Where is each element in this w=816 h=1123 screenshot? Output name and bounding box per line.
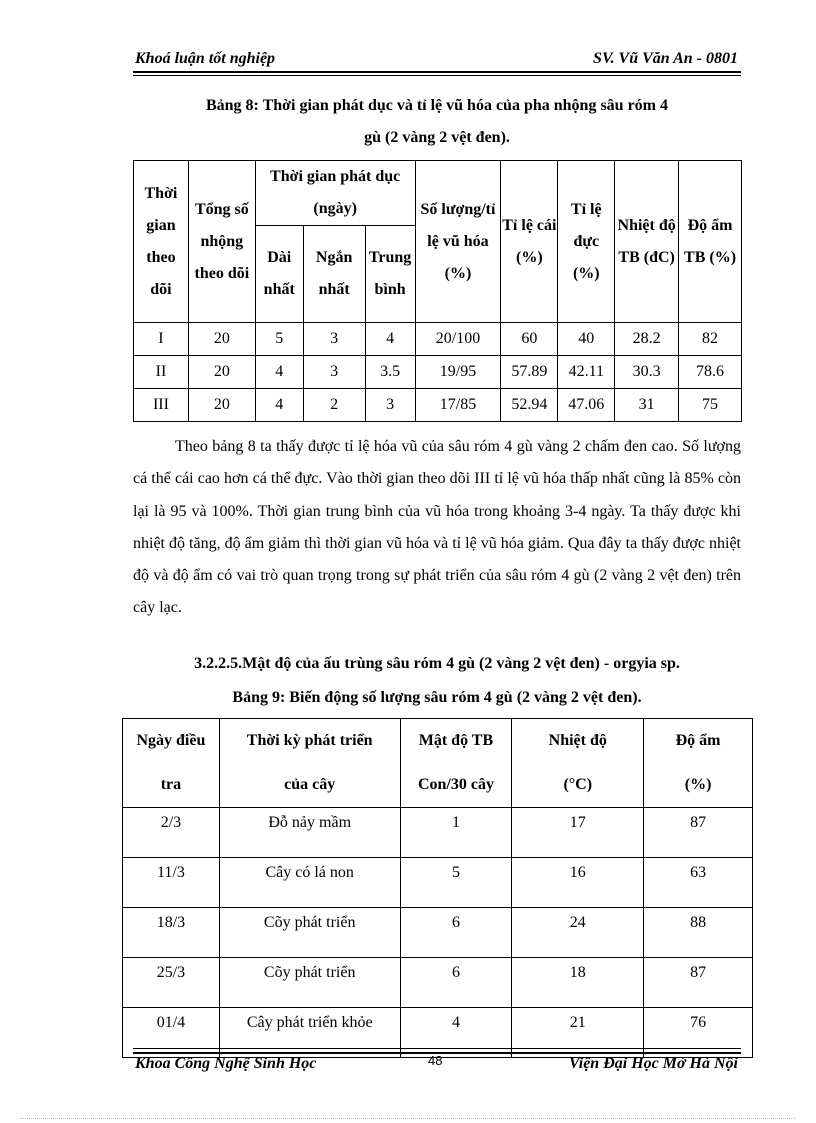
th9-humidity-line2: (%) (684, 776, 712, 793)
page-number: 48 (428, 1053, 443, 1068)
table8-caption-line2: gù (2 vàng 2 vệt đen). (364, 129, 510, 146)
table-cell: 24 (512, 908, 644, 958)
th-total: Tổng số nhộng theo dõi (188, 161, 255, 323)
th9-stage-line2: của cây (284, 776, 336, 793)
table-cell: 20/100 (415, 323, 501, 356)
table-cell: II (134, 356, 189, 389)
th9-date-line2: tra (160, 776, 182, 793)
th-female: Tỉ lệ cái (%) (501, 161, 558, 323)
table8-caption-line1: Bảng 8: Thời gian phát dục và tỉ lệ vũ hóa của pha nhộng sâu róm 4 (205, 97, 668, 114)
table-cell: 20 (188, 323, 255, 356)
table-row (123, 858, 753, 908)
table9 (122, 718, 753, 1058)
th9-temp-line1: Nhiệt độ (548, 732, 607, 749)
table-cell: 30.3 (615, 356, 679, 389)
footer-right: Viện Đại Học Mở Hà Nội (568, 1055, 738, 1072)
table-cell: 78.6 (679, 356, 742, 389)
table-row (123, 908, 753, 958)
table-cell: 5 (400, 858, 512, 908)
table-cell: 18 (512, 958, 644, 1008)
th-time: Thời gian theo dõi (134, 161, 189, 323)
table-cell: 2 (303, 389, 365, 422)
th-humidity: Độ ẩm TB (%) (679, 161, 742, 323)
table-cell: 31 (615, 389, 679, 422)
th9-date-line1: Ngày điều (136, 732, 206, 749)
th9-density (400, 719, 512, 808)
table-cell: 63 (644, 858, 753, 908)
table-cell: III (134, 389, 189, 422)
footer-divider-thin (133, 1048, 741, 1049)
header-right: SV. Vũ Văn An - 0801 (593, 50, 738, 67)
table-cell: 17 (512, 808, 644, 858)
table-row (134, 323, 742, 356)
table-cell: 4 (255, 389, 303, 422)
table-cell: 3 (365, 389, 415, 422)
table-cell: 28.2 (615, 323, 679, 356)
table-cell: 20 (188, 356, 255, 389)
table-cell: I (134, 323, 189, 356)
table-cell: Cõy phát triển (219, 908, 400, 958)
table-cell: 19/95 (415, 356, 501, 389)
table-cell: 17/85 (415, 389, 501, 422)
table-cell: 52.94 (501, 389, 558, 422)
th9-temp-line2: (°C) (563, 776, 593, 793)
table-cell: 2/3 (123, 808, 220, 858)
header-left: Khoá luận tốt nghiệp (135, 50, 276, 67)
table-row (123, 808, 753, 858)
table-cell: Cõy phát triển (219, 958, 400, 1008)
section-heading: 3.2.2.5.Mật độ của ấu trùng sâu róm 4 gù (2 vàng 2 vệt đen) - orgyia sp. (194, 655, 680, 672)
table-cell: 21 (512, 1008, 644, 1058)
th-longest: Dài nhất (255, 226, 303, 323)
table-cell: 4 (400, 1008, 512, 1058)
table-cell: Đỗ nảy mầm (219, 808, 400, 858)
th-count-rate: Số lượng/tỉ lệ vũ hóa (%) (415, 161, 501, 323)
table-cell: 6 (400, 958, 512, 1008)
table-cell: 42.11 (558, 356, 615, 389)
table-cell: 82 (679, 323, 742, 356)
th-average: Trung bình (365, 226, 415, 323)
th9-stage-line1: Thời kỳ phát triển (246, 732, 373, 749)
page-edge-dots (20, 1118, 796, 1119)
table-cell: 4 (365, 323, 415, 356)
th-temp: Nhiệt độ TB (đC) (615, 161, 679, 323)
table-cell: Cây có lá non (219, 858, 400, 908)
th9-date (123, 719, 220, 808)
table8 (133, 160, 742, 422)
table-cell: 3.5 (365, 356, 415, 389)
table-cell: 25/3 (123, 958, 220, 1008)
header-divider-thin (133, 75, 741, 76)
table-cell: 16 (512, 858, 644, 908)
table-cell: 01/4 (123, 1008, 220, 1058)
th9-stage (219, 719, 400, 808)
table-cell: 1 (400, 808, 512, 858)
header-divider (133, 71, 741, 73)
table-cell: 11/3 (123, 858, 220, 908)
table-cell: 5 (255, 323, 303, 356)
table-cell: 40 (558, 323, 615, 356)
table-cell: 18/3 (123, 908, 220, 958)
table-row (123, 1008, 753, 1058)
table-row (123, 958, 753, 1008)
table-cell: 57.89 (501, 356, 558, 389)
th-male: Tỉ lệ đực (%) (558, 161, 615, 323)
table-cell: 20 (188, 389, 255, 422)
table-cell: 87 (644, 808, 753, 858)
table-row (134, 389, 742, 422)
th9-humidity (644, 719, 753, 808)
table-cell: Cây phát triển khỏe (219, 1008, 400, 1058)
th9-density-line1: Mật độ TB (418, 732, 494, 749)
th9-humidity-line1: Độ ẩm (675, 732, 721, 749)
table9-caption: Bảng 9: Biến động số lượng sâu róm 4 gù (2 vàng 2 vệt đen). (232, 689, 642, 706)
table-cell: 4 (255, 356, 303, 389)
th-shortest: Ngắn nhất (303, 226, 365, 323)
th-dev-time: Thời gian phát dục (ngày) (255, 161, 415, 226)
table-cell: 76 (644, 1008, 753, 1058)
table-row (134, 356, 742, 389)
table-cell: 3 (303, 323, 365, 356)
table-cell: 60 (501, 323, 558, 356)
table-cell: 87 (644, 958, 753, 1008)
th9-density-line2: Con/30 cây (417, 776, 494, 793)
th9-temp (512, 719, 644, 808)
table-cell: 6 (400, 908, 512, 958)
table-cell: 75 (679, 389, 742, 422)
body-paragraph: Theo bảng 8 ta thấy được tỉ lệ hóa vũ của sâu róm 4 gù vàng 2 chấm đen cao. Số lượng cá thể cái cao hơn cá thể đực. Vào thời gian theo dõi III tỉ lệ vũ hóa thấp nhất cũng là 85% còn lại là 95 và 100%. Thời gian trung bình của vũ hóa trong khoảng 3-4 ngày. Ta thấy được khi nhiệt độ tăng, độ ẩm giảm thì thời gian vũ hóa và tỉ lệ vũ hóa giảm. Qua đây ta thấy được nhiệt độ và độ ẩm có vai trò quan trọng trong sự phát triển của sâu róm 4 gù (2 vàng 2 vệt đen) trên cây lạc. (133, 438, 741, 617)
table-cell: 88 (644, 908, 753, 958)
table-cell: 3 (303, 356, 365, 389)
table8-caption (133, 90, 741, 154)
table-cell: 47.06 (558, 389, 615, 422)
footer-left: Khoa Công Nghệ Sinh Học (135, 1055, 317, 1072)
